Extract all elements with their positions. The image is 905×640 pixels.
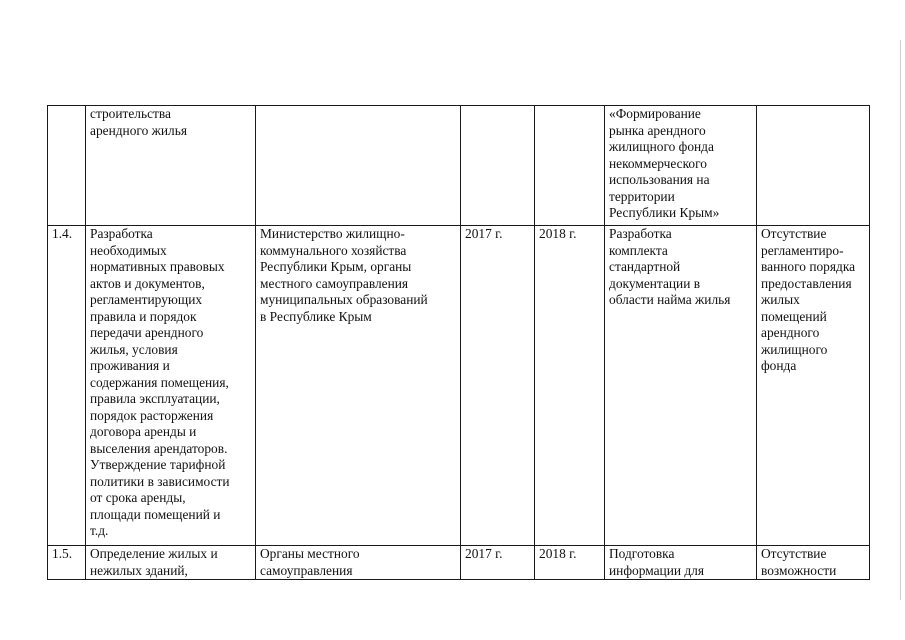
end-year-cell: 2018 г. — [535, 226, 605, 546]
expected-result-cell: «Формирование рынка арендного жилищного фонда некоммерческого использования на территории Республики Крым» — [605, 106, 757, 226]
table-row — [48, 106, 870, 226]
row-number-cell: 1.5. — [48, 546, 86, 580]
end-year-cell — [535, 106, 605, 226]
program-activities-table — [47, 105, 870, 580]
activity-cell: строительства арендного жилья — [86, 106, 256, 226]
executor-cell: Органы местного самоуправления — [256, 546, 461, 580]
expected-result-cell: Подготовка информации для — [605, 546, 757, 580]
table-row — [48, 546, 870, 580]
problem-cell: Отсутствие регламентиро- ванного порядка предоставления жилых помещений арендного жилищного фонда — [757, 226, 870, 546]
scan-edge-line — [900, 40, 901, 600]
start-year-cell: 2017 г. — [461, 546, 535, 580]
end-year-cell: 2018 г. — [535, 546, 605, 580]
executor-cell: Министерство жилищно- коммунального хозяйства Республики Крым, органы местного самоуправления муниципальных образований в Республике Крым — [256, 226, 461, 546]
executor-cell — [256, 106, 461, 226]
problem-cell: Отсутствие возможности — [757, 546, 870, 580]
start-year-cell: 2017 г. — [461, 226, 535, 546]
start-year-cell — [461, 106, 535, 226]
row-number-cell: 1.4. — [48, 226, 86, 546]
problem-cell — [757, 106, 870, 226]
table-row — [48, 226, 870, 546]
activity-cell: Разработка необходимых нормативных правовых актов и документов, регламентирующих правила и порядок передачи арендного жилья, условия проживания и содержания помещения, правила эксплуатации, порядок расторжения договора аренды и выселения арендаторов. Утверждение тарифной политики в зависимости от срока аренды, площади помещений и т.д. — [86, 226, 256, 546]
row-number-cell — [48, 106, 86, 226]
expected-result-cell: Разработка комплекта стандартной документации в области найма жилья — [605, 226, 757, 546]
activity-cell: Определение жилых и нежилых зданий, — [86, 546, 256, 580]
